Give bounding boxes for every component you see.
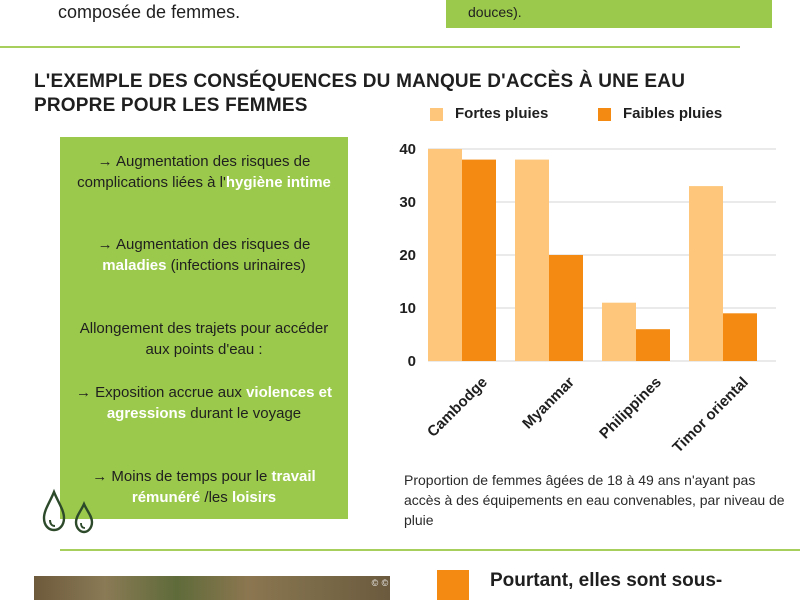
bar-timor-oriental-series-1 <box>723 313 757 361</box>
bar-cambodge-series-0 <box>428 149 462 361</box>
bar-timor-oriental-series-0 <box>689 186 723 361</box>
legend-item-weak-rain <box>598 105 722 127</box>
section-title: L'EXEMPLE DES CONSÉQUENCES DU MANQUE D'ACCÈS À UNE EAU PROPRE POUR LES FEMMES <box>34 71 686 116</box>
consequence-less-time-pre: → Moins de temps pour le <box>92 468 272 485</box>
consequence-less-time-highlight-leisure: loisirs <box>231 489 277 506</box>
next-section-title: Pourtant, elles sont sous- <box>490 570 723 591</box>
legend-item-strong-rain <box>430 105 548 127</box>
consequence-hygiene-pre: → Augmentation des risques de complications liées à l' <box>77 153 311 191</box>
consequence-hygiene-highlight: hygiène intime <box>225 174 331 191</box>
legend-swatch-strong-rain <box>430 108 443 121</box>
consequence-hygiene <box>68 151 340 193</box>
intro-text-fragment: composée de femmes. <box>58 2 241 22</box>
consequence-diseases-pre: → Augmentation des risques de <box>97 236 311 253</box>
chart-caption: Proportion de femmes âgées de 18 à 49 ans n'ayant pas accès à des équipements en eau convenables, par niveau de pluie <box>404 472 785 528</box>
legend-label-weak-rain: Faibles pluies <box>623 105 723 122</box>
y-tick-label-40: 40 <box>399 141 416 158</box>
legend-label-strong-rain: Fortes pluies <box>455 105 549 122</box>
x-tick-label-philippines: Philippines <box>596 373 665 443</box>
photo-credit: © © <box>370 578 390 588</box>
consequence-violence-highlight: violences et agressions <box>106 384 332 422</box>
water-drops-icon <box>40 488 98 536</box>
bar-cambodge-series-1 <box>462 160 496 361</box>
bar-myanmar-series-0 <box>515 160 549 361</box>
bar-philippines-series-1 <box>636 329 670 361</box>
consequence-violence-pre: → Exposition accrue aux <box>76 384 247 401</box>
field-photo <box>34 576 390 600</box>
bar-myanmar-series-1 <box>549 255 583 361</box>
consequence-violence <box>68 382 340 424</box>
intro-green-box <box>446 0 772 28</box>
consequence-violence-post: durant le voyage <box>186 405 302 422</box>
consequences-box <box>60 137 348 519</box>
x-tick-label-myanmar: Myanmar <box>519 373 578 433</box>
consequence-less-time-highlight-work: travail rémunéré <box>131 468 316 506</box>
y-tick-label-20: 20 <box>399 247 416 264</box>
x-tick-label-cambodge: Cambodge <box>423 373 491 441</box>
y-tick-label-10: 10 <box>399 300 416 317</box>
bar-philippines-series-0 <box>602 303 636 361</box>
consequence-longer-trips: Allongement des trajets pour accéder aux points d'eau : <box>79 320 329 358</box>
section-divider-bottom <box>60 549 800 551</box>
bar-chart <box>390 135 800 465</box>
consequence-less-time <box>68 466 340 508</box>
x-tick-label-timor-oriental: Timor oriental <box>669 373 752 457</box>
intro-green-box-text: douces). <box>468 4 522 20</box>
legend-swatch-weak-rain <box>598 108 611 121</box>
consequence-diseases <box>68 234 340 276</box>
y-tick-label-0: 0 <box>407 353 416 370</box>
consequence-less-time-mid: /les <box>200 489 232 506</box>
consequence-diseases-highlight: maladies <box>102 257 167 274</box>
y-tick-label-30: 30 <box>399 194 416 211</box>
consequence-diseases-post: (infections urinaires) <box>166 257 306 274</box>
orange-square-marker <box>437 570 469 600</box>
section-divider-top <box>0 46 740 48</box>
